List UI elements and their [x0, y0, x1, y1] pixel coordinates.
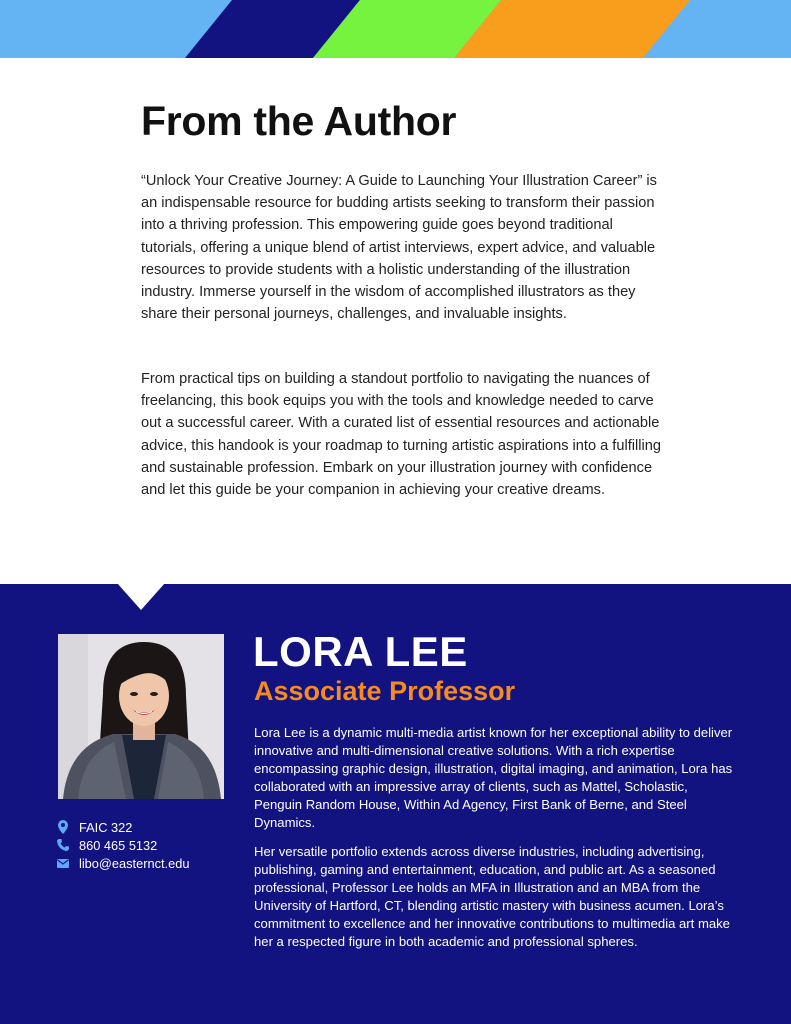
- location-pin-icon: [56, 820, 70, 834]
- email-icon: [56, 856, 70, 870]
- email-text[interactable]: libo@easternct.edu: [79, 855, 190, 871]
- page-title: From the Author: [141, 98, 457, 144]
- section-pointer: [117, 583, 165, 610]
- phone-text: 860 465 5132: [79, 837, 158, 853]
- author-paragraph-1: “Unlock Your Creative Journey: A Guide to Launching Your Illustration Career” is an indispensable resource for budding artists seeking to transform their passion into a thriving profession. This empowering guide goes beyond traditional tutorials, offering a unique blend of artist interviews, expert advice, and valuable resources to provide students with a holistic understanding of the illustration industry. Immerse yourself in the wisdom of accomplished illustrators as they share their personal journeys, challenges, and invaluable insights.: [141, 173, 657, 323]
- contact-office: [56, 818, 189, 836]
- color-banner: [0, 0, 791, 58]
- phone-icon: [56, 838, 70, 852]
- author-name: LORA LEE: [253, 628, 468, 675]
- contact-list: [56, 818, 189, 872]
- author-role: Associate Professor: [254, 676, 516, 706]
- author-paragraph-2: From practical tips on building a standout portfolio to navigating the nuances of freelancing, this book equips you with the tools and knowledge needed to carve out a successful career. With a curated list of essential resources and actionable advice, this handook is your roadmap to turning artistic aspirations into a fulfilling and sustainable profession. Embark on your illustration journey with confidence and let this guide be your companion in achieving your creative dreams.: [141, 371, 661, 499]
- author-photo: [58, 634, 224, 799]
- bio-paragraph-1: Lora Lee is a dynamic multi-media artist known for her exceptional ability to deliver innovative and multi-dimensional creative solutions. With a rich expertise encompassing graphic design, illustration, digital imaging, and animation, Lora has collaborated with an impressive array of clients, such as Mattel, Scholastic, Penguin Random House, Within Ad Agency, First Bank of Berne, and Steel Dynamics.: [254, 725, 733, 831]
- contact-email: [56, 854, 189, 872]
- office-text: FAIC 322: [79, 819, 133, 835]
- bio-paragraph-2: Her versatile portfolio extends across diverse industries, including advertising, publishing, gaming and entertainment, education, and public art. As a seasoned professional, Professor Lee holds an MFA in Illustration and an MBA from the University of Hartford, CT, blending artistic mastery with business acumen. Lora’s commitment to excellence and her innovative contributions to multimedia art make her a respected figure in both academic and professional spheres.: [254, 844, 730, 950]
- contact-phone: [56, 836, 189, 854]
